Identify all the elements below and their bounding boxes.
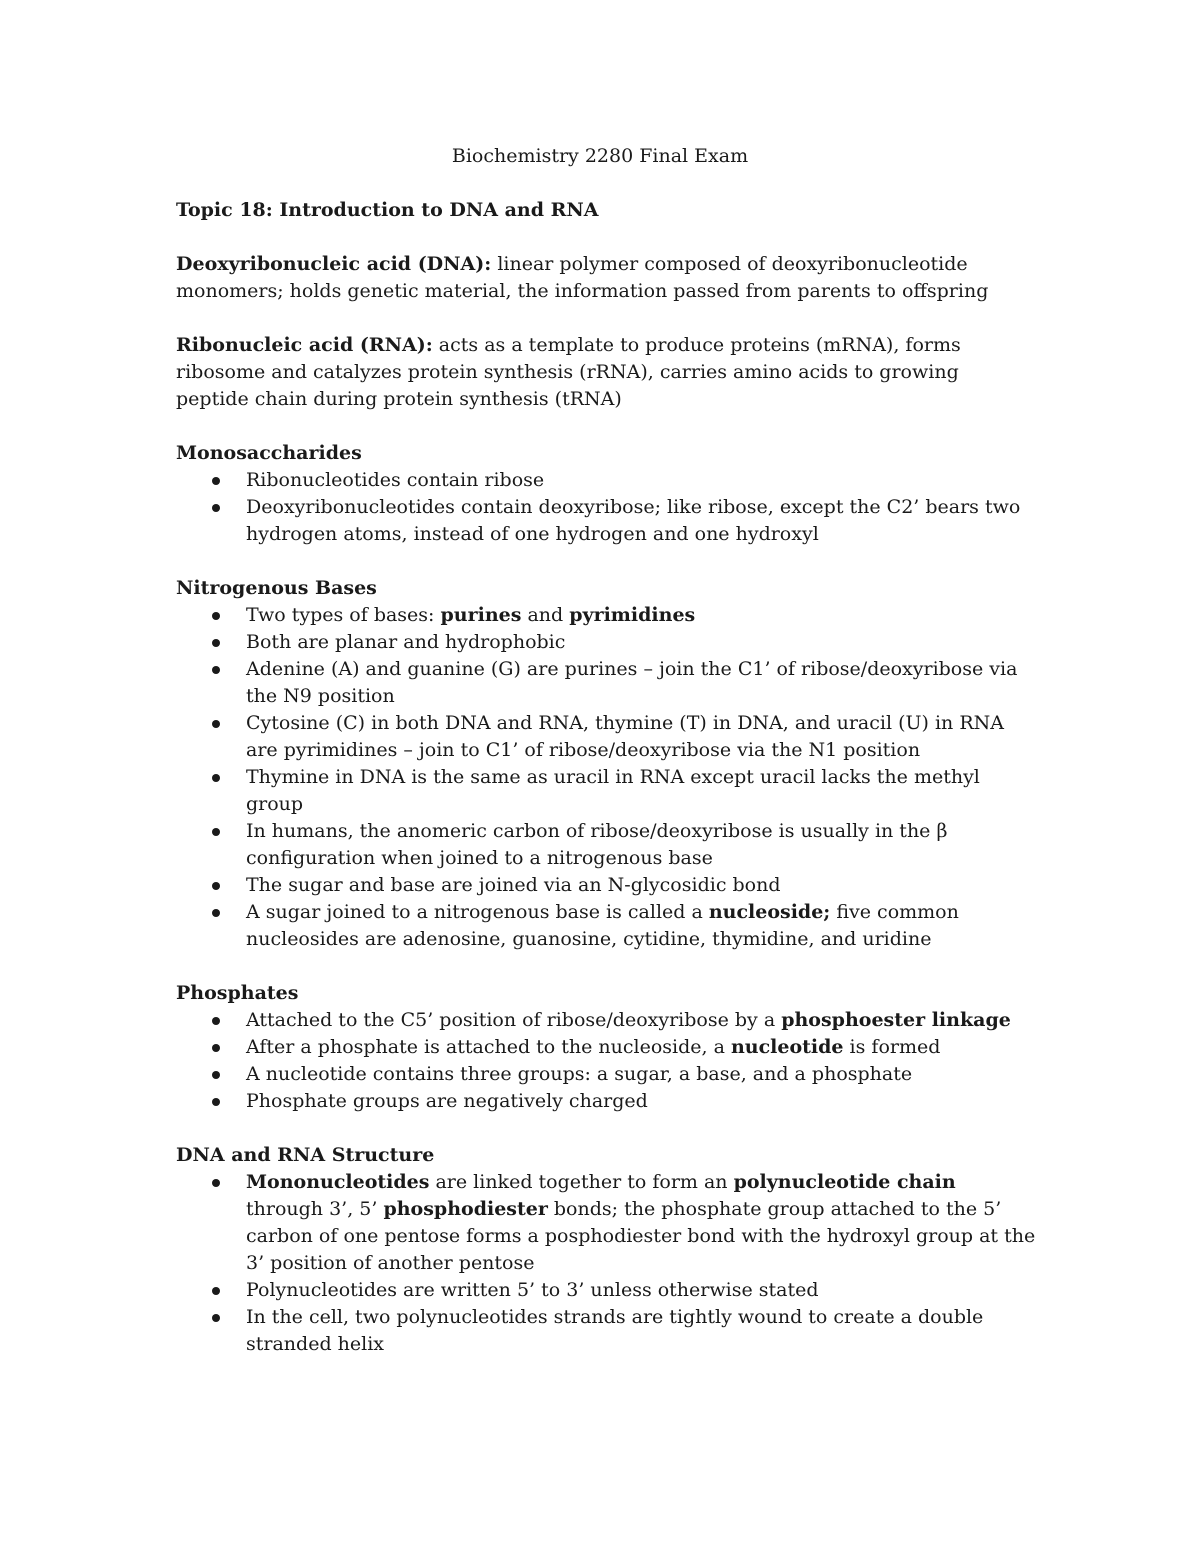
list-item: Deoxyribonucleotides contain deoxyribose; like ribose, except the C2’ bears two hydrogen atoms, instead of one hydrogen and one hydroxyl [176, 494, 1036, 548]
bullet-icon [212, 666, 220, 674]
list-item: In humans, the anomeric carbon of ribose/deoxyribose is usually in the β configuration when joined to a nitrogenous base [176, 818, 1036, 872]
list-item: Polynucleotides are written 5’ to 3’ unless otherwise stated [176, 1277, 1036, 1304]
list-item: Phosphate groups are negatively charged [176, 1088, 1036, 1115]
structure-list [176, 1169, 1036, 1358]
dna-definition [176, 251, 1036, 305]
topic-heading: Topic 18: Introduction to DNA and RNA [176, 199, 599, 221]
list-item: Adenine (A) and guanine (G) are purines – join the C1’ of ribose/deoxyribose via the N9 position [176, 656, 1036, 710]
list-item: After a phosphate is attached to the nucleoside, a nucleotide is formed [176, 1034, 1036, 1061]
bullet-icon [212, 774, 220, 782]
bullet-icon [212, 720, 220, 728]
list-item: In the cell, two polynucleotides strands are tightly wound to create a double stranded helix [176, 1304, 1036, 1358]
list-item: Attached to the C5’ position of ribose/deoxyribose by a phosphoester linkage [176, 1007, 1036, 1034]
bullet-icon [212, 828, 220, 836]
rna-term: Ribonucleic acid (RNA): [176, 334, 433, 356]
list-item: Mononucleotides are linked together to form an polynucleotide chain through 3’, 5’ phosphodiester bonds; the phosphate group attached to the 5’ carbon of one pentose forms a posphodiester bond with the hydroxyl group at the 3’ position of another pentose [176, 1169, 1036, 1277]
dna-term: Deoxyribonucleic acid (DNA): [176, 253, 492, 275]
list-item: The sugar and base are joined via an N-glycosidic bond [176, 872, 1036, 899]
list-item: Two types of bases: purines and pyrimidines [176, 602, 1036, 629]
rna-definition [176, 332, 1036, 413]
list-item: Thymine in DNA is the same as uracil in RNA except uracil lacks the methyl group [176, 764, 1036, 818]
bullet-icon [212, 1287, 220, 1295]
phosphates-heading: Phosphates [176, 982, 299, 1004]
monosaccharides-heading: Monosaccharides [176, 442, 362, 464]
monosaccharides-list [176, 467, 1036, 548]
bullet-icon [212, 1179, 220, 1187]
bullet-icon [212, 639, 220, 647]
bullet-icon [212, 477, 220, 485]
list-item: Both are planar and hydrophobic [176, 629, 1036, 656]
list-item: Ribonucleotides contain ribose [176, 467, 1036, 494]
bullet-icon [212, 1098, 220, 1106]
list-item: Cytosine (C) in both DNA and RNA, thymine (T) in DNA, and uracil (U) in RNA are pyrimidines – join to C1’ of ribose/deoxyribose via the N1 position [176, 710, 1036, 764]
bullet-icon [212, 1044, 220, 1052]
phosphates-list [176, 1007, 1036, 1115]
bullet-icon [212, 612, 220, 620]
nitrogenous-bases-heading: Nitrogenous Bases [176, 577, 377, 599]
bullet-icon [212, 882, 220, 890]
bullet-icon [212, 1017, 220, 1025]
list-item: A nucleotide contains three groups: a sugar, a base, and a phosphate [176, 1061, 1036, 1088]
nitrogenous-bases-list [176, 602, 1036, 953]
bullet-icon [212, 1071, 220, 1079]
rna-text: acts as a template to produce proteins (mRNA), forms ribosome and catalyzes protein synthesis (rRNA), carries amino acids to growing peptide chain during protein synthesis (tRNA) [176, 334, 961, 410]
list-item: A sugar joined to a nitrogenous base is called a nucleoside; five common nucleosides are adenosine, guanosine, cytidine, thymidine, and uridine [176, 899, 1036, 953]
dna-text: linear polymer composed of deoxyribonucleotide monomers; holds genetic material, the information passed from parents to offspring [176, 253, 989, 302]
document-title: Biochemistry 2280 Final Exam [451, 145, 749, 167]
document-body [176, 143, 1036, 1358]
bullet-icon [212, 909, 220, 917]
bullet-icon [212, 1314, 220, 1322]
bullet-icon [212, 504, 220, 512]
structure-heading: DNA and RNA Structure [176, 1144, 435, 1166]
